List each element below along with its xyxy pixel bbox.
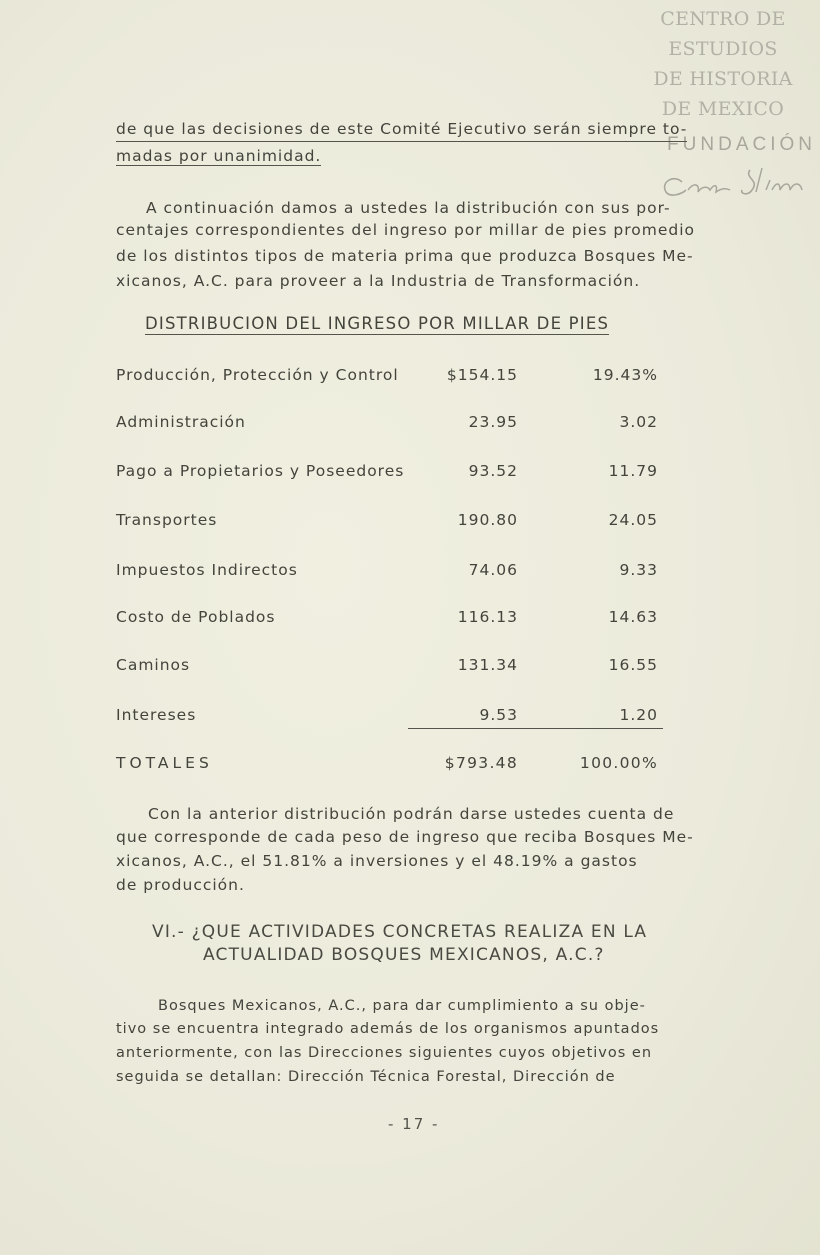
table-row xyxy=(116,608,676,632)
stamp-line: DE MEXICO xyxy=(661,98,785,120)
signature-mark xyxy=(652,160,812,204)
intro-line-1: de que las decisiones de este Comité Ejecutivo serán siempre to- xyxy=(116,118,687,142)
row-percent: 14.63 xyxy=(608,608,658,626)
row-percent: 9.33 xyxy=(619,561,658,579)
row-percent: 24.05 xyxy=(608,511,658,529)
row-label: Caminos xyxy=(116,656,191,674)
row-amount: 74.06 xyxy=(468,561,518,579)
stamp-line: ESTUDIOS xyxy=(668,38,778,60)
section-heading-line-2: ACTUALIDAD BOSQUES MEXICANOS, A.C.? xyxy=(203,945,605,965)
table-row xyxy=(116,366,676,390)
table-row xyxy=(116,462,676,486)
row-amount: $154.15 xyxy=(446,366,518,384)
stamp-line: CENTRO DE xyxy=(660,8,786,30)
row-amount: 9.53 xyxy=(479,706,518,724)
stamp-line: DE HISTORIA xyxy=(653,68,793,90)
paragraph2-line: de producción. xyxy=(116,876,245,894)
totals-rule xyxy=(408,728,663,729)
row-percent: 1.20 xyxy=(619,706,658,724)
row-label: Impuestos Indirectos xyxy=(116,561,298,579)
table-row xyxy=(116,656,676,680)
row-percent: 19.43% xyxy=(592,366,658,384)
table-title: DISTRIBUCION DEL INGRESO POR MILLAR DE PIES xyxy=(145,314,610,333)
row-label: Costo de Poblados xyxy=(116,608,276,626)
section-heading-line-1: VI.- ¿QUE ACTIVIDADES CONCRETAS REALIZA EN LA xyxy=(152,922,648,942)
totals-row xyxy=(116,754,676,778)
row-label: Administración xyxy=(116,413,246,431)
row-amount: 93.52 xyxy=(468,462,518,480)
row-label: Intereses xyxy=(116,706,197,724)
archive-stamp xyxy=(638,4,808,124)
paragraph3-line: anteriormente, con las Direcciones siguientes cuyos objetivos en xyxy=(116,1045,653,1061)
paragraph1-line: centajes correspondientes del ingreso por millar de pies promedio xyxy=(116,221,695,239)
page-number: - 17 - xyxy=(388,1115,440,1133)
paragraph1-line: A continuación damos a ustedes la distribución con sus por- xyxy=(146,199,671,217)
paragraph2-line: xicanos, A.C., el 51.81% a inversiones y el 48.19% a gastos xyxy=(116,852,638,870)
paragraph3-line: seguida se detallan: Dirección Técnica Forestal, Dirección de xyxy=(116,1069,616,1085)
paragraph1-line: xicanos, A.C. para proveer a la Industria de Transformación. xyxy=(116,272,641,290)
row-percent: 11.79 xyxy=(608,462,658,480)
table-row xyxy=(116,561,676,585)
row-amount: 23.95 xyxy=(468,413,518,431)
intro-line-2 xyxy=(116,145,321,168)
totals-label: TOTALES xyxy=(116,754,213,772)
paragraph3-line: tivo se encuentra integrado además de los organismos apuntados xyxy=(116,1021,660,1037)
row-amount: 116.13 xyxy=(457,608,518,626)
row-amount: 131.34 xyxy=(457,656,518,674)
totals-amount: $793.48 xyxy=(444,754,518,772)
row-percent: 3.02 xyxy=(619,413,658,431)
paragraph2-line: que corresponde de cada peso de ingreso que reciba Bosques Me- xyxy=(116,828,694,846)
table-row xyxy=(116,511,676,535)
intro-line-2-text: madas por unanimidad. xyxy=(116,147,322,165)
row-label: Producción, Protección y Control xyxy=(116,366,399,384)
row-percent: 16.55 xyxy=(608,656,658,674)
fundacion-label: FUNDACIÓN xyxy=(667,134,816,155)
row-label: Transportes xyxy=(116,511,218,529)
table-row xyxy=(116,706,676,730)
table-row xyxy=(116,413,676,437)
totals-percent: 100.00% xyxy=(579,754,658,772)
paragraph1-line: de los distintos tipos de materia prima que produzca Bosques Me- xyxy=(116,247,694,265)
row-amount: 190.80 xyxy=(457,511,518,529)
paragraph2-line: Con la anterior distribución podrán darse ustedes cuenta de xyxy=(148,805,675,823)
row-label: Pago a Propietarios y Poseedores xyxy=(116,462,405,480)
paragraph3-line: Bosques Mexicanos, A.C., para dar cumplimiento a su obje- xyxy=(158,998,646,1014)
